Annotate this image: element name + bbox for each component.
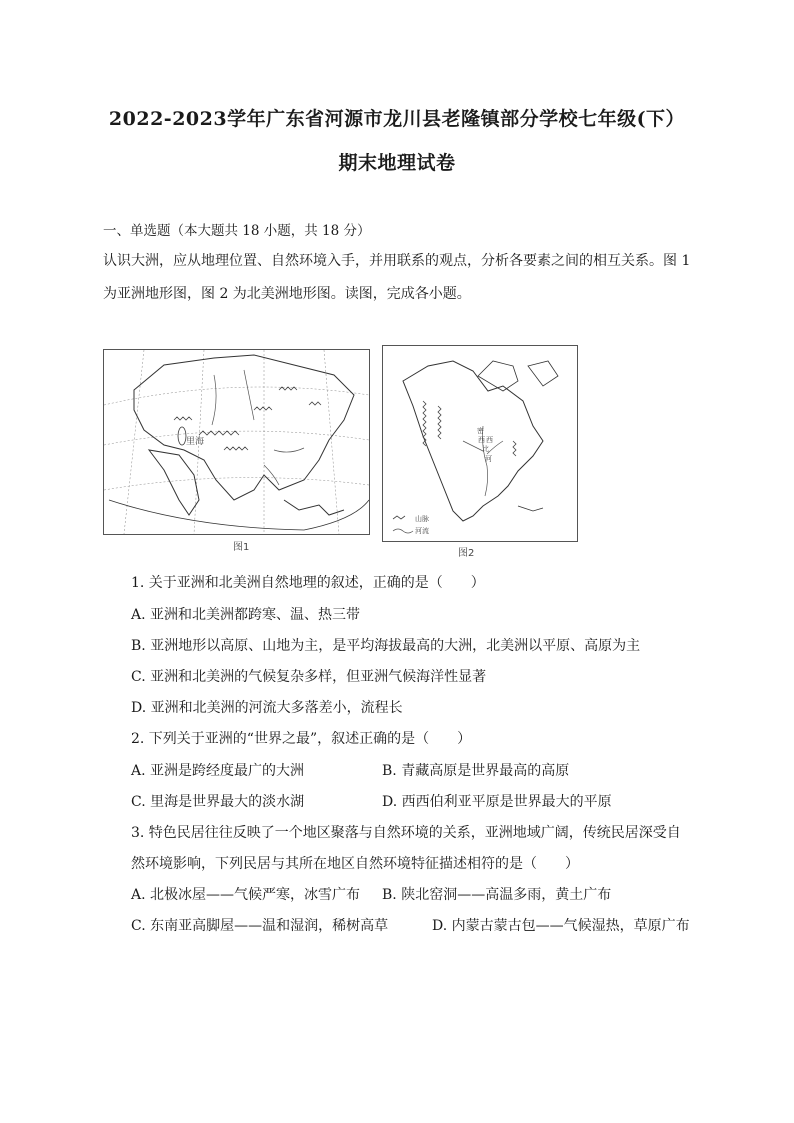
- question-3-option-d[interactable]: D. 内蒙古蒙古包——气候湿热，草原广布: [432, 918, 690, 934]
- question-2-stem: 2. 下列关于亚洲的“世界之最”，叙述正确的是（ ）: [131, 731, 472, 747]
- figure-1-caption: 图1: [233, 542, 250, 553]
- question-2-option-b[interactable]: B. 青藏高原是世界最高的高原: [382, 763, 570, 779]
- question-1-option-b[interactable]: B. 亚洲地形以高原、山地为主，是平均海拔最高的大洲，北美洲以平原、高原为主: [131, 638, 641, 654]
- question-1-option-d[interactable]: D. 亚洲和北美洲的河流大多落差小，流程长: [131, 700, 403, 716]
- mississippi-label-3: 西: [486, 436, 493, 444]
- question-2-option-c[interactable]: C. 里海是世界最大的淡水湖: [131, 794, 305, 810]
- asia-map-figure: [103, 349, 370, 535]
- figure-2-caption: 图2: [458, 548, 475, 559]
- section-heading: 一、单选题（本大题共 18 小题，共 18 分）: [103, 223, 371, 239]
- question-3-option-b[interactable]: B. 陕北窑洞——高温多雨，黄土广布: [382, 887, 612, 903]
- page-subtitle: 期末地理试卷: [338, 152, 456, 174]
- legend-mountain-label: 山脉: [415, 515, 429, 523]
- asia-map-drawing: [104, 350, 369, 534]
- mississippi-label-4: 比: [482, 445, 489, 453]
- intro-line-2: 为亚洲地形图，图 2 为北美洲地形图。读图，完成各小题。: [103, 286, 471, 302]
- mississippi-label-2: 西: [478, 436, 485, 444]
- question-1-option-a[interactable]: A. 亚洲和北美洲都跨寒、温、热三带: [131, 607, 361, 623]
- question-1-option-c[interactable]: C. 亚洲和北美洲的气候复杂多样，但亚洲气候海洋性显著: [131, 669, 487, 685]
- legend-river-label: 河流: [415, 527, 429, 535]
- caspian-sea-label: 里海: [186, 437, 205, 447]
- question-3-option-a[interactable]: A. 北极冰屋——气候严寒，冰雪广布: [131, 887, 361, 903]
- mississippi-label-1: 密: [477, 427, 484, 435]
- question-3-option-c[interactable]: C. 东南亚高脚屋——温和湿润，稀树高草: [131, 918, 389, 934]
- question-3-stem-line-1: 3. 特色民居往往反映了一个地区聚落与自然环境的关系，亚洲地域广阔，传统民居深受自: [131, 825, 681, 841]
- question-2-option-a[interactable]: A. 亚洲是跨经度最广的大洲: [131, 763, 305, 779]
- intro-line-1: 认识大洲，应从地理位置、自然环境入手，并用联系的观点，分析各要素之间的相互关系。图 1: [103, 253, 691, 269]
- mississippi-label-5: 河: [485, 455, 492, 463]
- question-3-stem-line-2: 然环境影响，下列民居与其所在地区自然环境特征描述相符的是（ ）: [131, 856, 579, 872]
- question-2-option-d[interactable]: D. 西西伯利亚平原是世界最大的平原: [382, 794, 612, 810]
- page-title: 2022-2023学年广东省河源市龙川县老隆镇部分学校七年级(下）: [108, 108, 686, 130]
- question-1-stem: 1. 关于亚洲和北美洲自然地理的叙述，正确的是（ ）: [131, 575, 485, 591]
- north-america-map-figure: [382, 345, 578, 542]
